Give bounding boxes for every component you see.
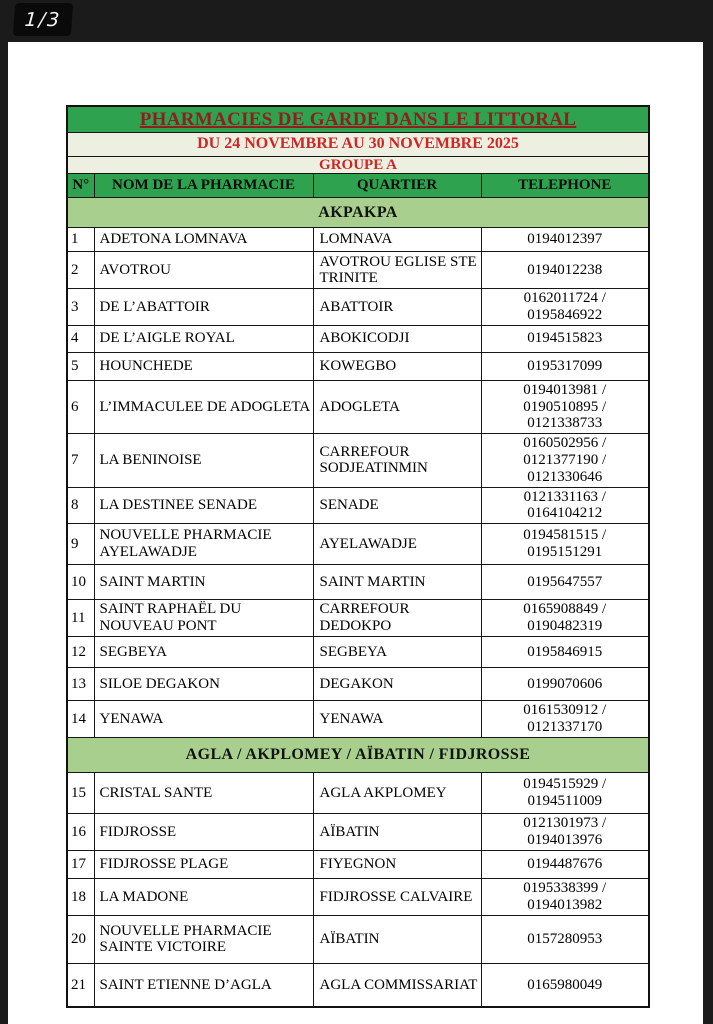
telephone-cell: 0157280953 bbox=[481, 915, 649, 963]
quartier-cell: AVOTROU EGLISE STE TRINITE bbox=[313, 252, 481, 289]
row-number-cell: 17 bbox=[67, 851, 94, 879]
table-row bbox=[67, 851, 649, 879]
row-number-cell: 7 bbox=[67, 434, 94, 487]
telephone-cell: 0121301973 / 0194013976 bbox=[481, 814, 649, 851]
row-number-cell: 5 bbox=[67, 352, 94, 380]
pharmacy-name-cell: SILOE DEGAKON bbox=[94, 668, 313, 701]
quartier-cell: KOWEGBO bbox=[313, 352, 481, 380]
pharmacy-name-cell: L’IMMACULEE DE ADOGLETA bbox=[94, 380, 313, 433]
quartier-cell: ABATTOIR bbox=[313, 289, 481, 326]
table-row bbox=[67, 600, 649, 637]
pharmacy-name-cell: SAINT MARTIN bbox=[94, 565, 313, 600]
row-number-cell: 13 bbox=[67, 668, 94, 701]
quartier-cell: AGLA AKPLOMEY bbox=[313, 773, 481, 814]
quartier-cell: AYELAWADJE bbox=[313, 524, 481, 565]
telephone-cell: 0165908849 / 0190482319 bbox=[481, 600, 649, 637]
quartier-cell: DEGAKON bbox=[313, 668, 481, 701]
quartier-cell: CARREFOUR SODJEATINMIN bbox=[313, 434, 481, 487]
quartier-cell: FIDJROSSE CALVAIRE bbox=[313, 879, 481, 916]
pharmacy-name-cell: LA MADONE bbox=[94, 879, 313, 916]
table-row bbox=[67, 637, 649, 668]
table-row bbox=[67, 668, 649, 701]
column-header-telephone: TELEPHONE bbox=[481, 174, 649, 198]
quartier-cell: AÏBATIN bbox=[313, 915, 481, 963]
row-number-cell: 8 bbox=[67, 487, 94, 524]
table-row bbox=[67, 325, 649, 352]
quartier-cell: SENADE bbox=[313, 487, 481, 524]
telephone-cell: 0194012397 bbox=[481, 228, 649, 252]
row-number-cell: 9 bbox=[67, 524, 94, 565]
row-number-cell: 10 bbox=[67, 565, 94, 600]
table-row bbox=[67, 701, 649, 738]
section-header-row bbox=[67, 738, 649, 773]
telephone-cell: 0160502956 / 0121377190 / 0121330646 bbox=[481, 434, 649, 487]
quartier-cell: CARREFOUR DEDOKPO bbox=[313, 600, 481, 637]
pharmacy-name-cell: YENAWA bbox=[94, 701, 313, 738]
table-row bbox=[67, 380, 649, 433]
table-row bbox=[67, 773, 649, 814]
quartier-cell: SEGBEYA bbox=[313, 637, 481, 668]
page-indicator-label: 1/3 bbox=[23, 8, 63, 31]
pharmacy-name-cell: FIDJROSSE PLAGE bbox=[94, 851, 313, 879]
pharmacy-name-cell: HOUNCHEDE bbox=[94, 352, 313, 380]
row-number-cell: 1 bbox=[67, 228, 94, 252]
telephone-cell: 0195317099 bbox=[481, 352, 649, 380]
telephone-cell: 0162011724 / 0195846922 bbox=[481, 289, 649, 326]
table-row bbox=[67, 565, 649, 600]
quartier-cell: LOMNAVA bbox=[313, 228, 481, 252]
pharmacy-name-cell: NOUVELLE PHARMACIE SAINTE VICTOIRE bbox=[94, 915, 313, 963]
pharmacy-name-cell: CRISTAL SANTE bbox=[94, 773, 313, 814]
column-header-row bbox=[67, 174, 649, 198]
column-header-name: NOM DE LA PHARMACIE bbox=[94, 174, 313, 198]
table-row bbox=[67, 963, 649, 1007]
document-page bbox=[8, 42, 703, 1024]
section-header-akpakpa: AKPAKPA bbox=[67, 198, 649, 228]
quartier-cell: ADOGLETA bbox=[313, 380, 481, 433]
row-number-cell: 21 bbox=[67, 963, 94, 1007]
pharmacy-name-cell: AVOTROU bbox=[94, 252, 313, 289]
telephone-cell: 0194581515 / 0195151291 bbox=[481, 524, 649, 565]
row-number-cell: 18 bbox=[67, 879, 94, 916]
telephone-cell: 0165980049 bbox=[481, 963, 649, 1007]
telephone-cell: 0195647557 bbox=[481, 565, 649, 600]
pharmacy-name-cell: LA BENINOISE bbox=[94, 434, 313, 487]
pharmacy-name-cell: SAINT ETIENNE D’AGLA bbox=[94, 963, 313, 1007]
table-row bbox=[67, 228, 649, 252]
quartier-cell: ABOKICODJI bbox=[313, 325, 481, 352]
telephone-cell: 0194487676 bbox=[481, 851, 649, 879]
row-number-cell: 4 bbox=[67, 325, 94, 352]
table-row bbox=[67, 289, 649, 326]
row-number-cell: 14 bbox=[67, 701, 94, 738]
table-row bbox=[67, 814, 649, 851]
pharmacy-name-cell: DE L’ABATTOIR bbox=[94, 289, 313, 326]
group-row bbox=[67, 156, 649, 174]
group-label: GROUPE A bbox=[67, 156, 649, 174]
telephone-cell: 0194013981 / 0190510895 / 0121338733 bbox=[481, 380, 649, 433]
telephone-cell: 0195338399 / 0194013982 bbox=[481, 879, 649, 916]
quartier-cell: AÏBATIN bbox=[313, 814, 481, 851]
page-indicator-badge bbox=[13, 3, 73, 36]
row-number-cell: 2 bbox=[67, 252, 94, 289]
telephone-cell: 0161530912 / 0121337170 bbox=[481, 701, 649, 738]
row-number-cell: 12 bbox=[67, 637, 94, 668]
telephone-cell: 0199070606 bbox=[481, 668, 649, 701]
row-number-cell: 16 bbox=[67, 814, 94, 851]
row-number-cell: 6 bbox=[67, 380, 94, 433]
telephone-cell: 0194012238 bbox=[481, 252, 649, 289]
table-row bbox=[67, 915, 649, 963]
row-number-cell: 3 bbox=[67, 289, 94, 326]
pharmacy-name-cell: SEGBEYA bbox=[94, 637, 313, 668]
table-row bbox=[67, 879, 649, 916]
pharmacy-duty-table bbox=[66, 105, 650, 1008]
table-row bbox=[67, 487, 649, 524]
table-row bbox=[67, 252, 649, 289]
table-row bbox=[67, 434, 649, 487]
table-row bbox=[67, 524, 649, 565]
section-header-agla: AGLA / AKPLOMEY / AÏBATIN / FIDJROSSE bbox=[67, 738, 649, 773]
row-number-cell: 20 bbox=[67, 915, 94, 963]
date-range: DU 24 NOVEMBRE AU 30 NOVEMBRE 2025 bbox=[67, 132, 649, 156]
column-header-quartier: QUARTIER bbox=[313, 174, 481, 198]
table-title: PHARMACIES DE GARDE DANS LE LITTORAL bbox=[67, 106, 649, 132]
pharmacy-name-cell: DE L’AIGLE ROYAL bbox=[94, 325, 313, 352]
quartier-cell: FIYEGNON bbox=[313, 851, 481, 879]
telephone-cell: 0121331163 / 0164104212 bbox=[481, 487, 649, 524]
quartier-cell: YENAWA bbox=[313, 701, 481, 738]
row-number-cell: 15 bbox=[67, 773, 94, 814]
pharmacy-name-cell: LA DESTINEE SENADE bbox=[94, 487, 313, 524]
row-number-cell: 11 bbox=[67, 600, 94, 637]
table-row bbox=[67, 352, 649, 380]
telephone-cell: 0194515823 bbox=[481, 325, 649, 352]
quartier-cell: SAINT MARTIN bbox=[313, 565, 481, 600]
date-range-row bbox=[67, 132, 649, 156]
quartier-cell: AGLA COMMISSARIAT bbox=[313, 963, 481, 1007]
column-header-number: N° bbox=[67, 174, 94, 198]
pharmacy-name-cell: NOUVELLE PHARMACIE AYELAWADJE bbox=[94, 524, 313, 565]
pharmacy-name-cell: ADETONA LOMNAVA bbox=[94, 228, 313, 252]
section-header-row bbox=[67, 198, 649, 228]
telephone-cell: 0195846915 bbox=[481, 637, 649, 668]
pharmacy-name-cell: FIDJROSSE bbox=[94, 814, 313, 851]
table-title-row bbox=[67, 106, 649, 132]
telephone-cell: 0194515929 / 0194511009 bbox=[481, 773, 649, 814]
pharmacy-name-cell: SAINT RAPHAËL DU NOUVEAU PONT bbox=[94, 600, 313, 637]
